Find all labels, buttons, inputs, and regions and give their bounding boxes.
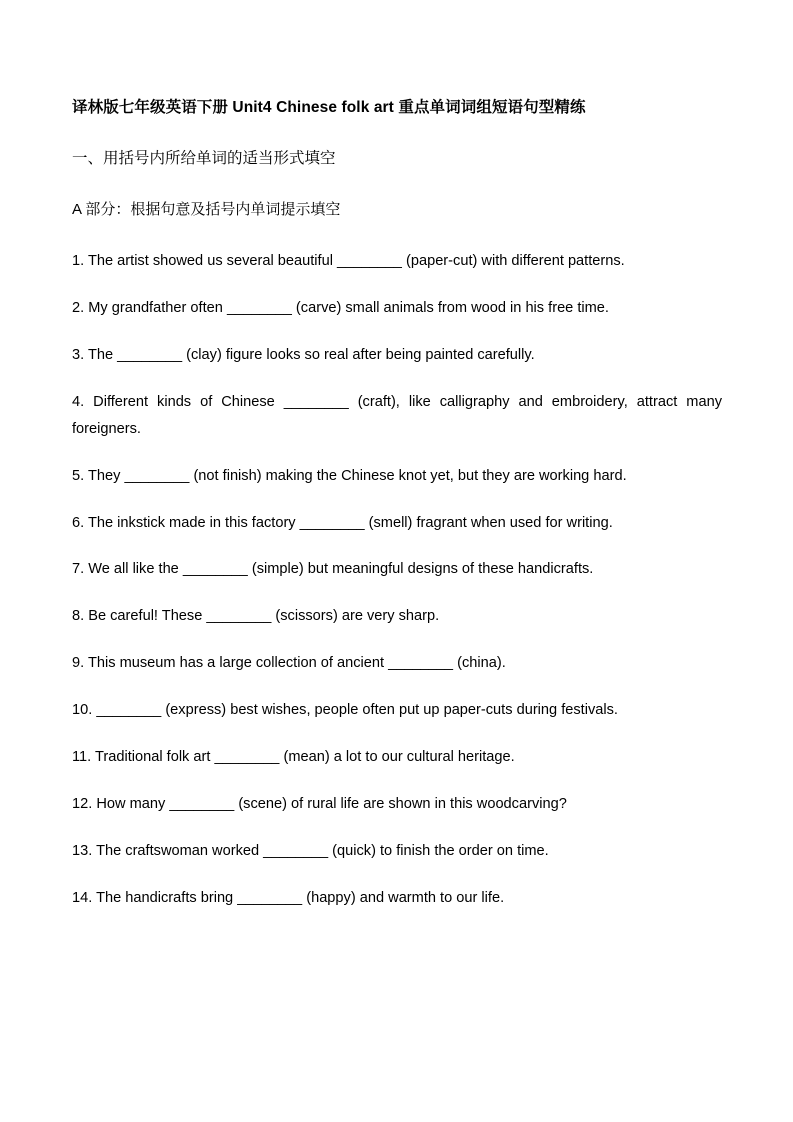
question-8: 8. Be careful! These ________ (scissors) are very sharp.: [72, 608, 440, 625]
question-5: 5. They ________ (not finish) making the Chinese knot yet, but they are working hard.: [72, 467, 627, 484]
question-1: 1. The artist showed us several beautiful ________ (paper-cut) with different patterns.: [72, 252, 625, 269]
question-7: 7. We all like the ________ (simple) but meaningful designs of these handicrafts.: [72, 561, 594, 578]
question-6: 6. The inkstick made in this factory ________ (smell) fragrant when used for writing.: [72, 514, 613, 531]
page-title: 译林版七年级英语下册 Unit4 Chinese folk art 重点单词词组短语句型精练: [72, 99, 586, 116]
question-11: 11. Traditional folk art ________ (mean) a lot to our cultural heritage.: [72, 749, 515, 766]
question-2: 2. My grandfather often ________ (carve) small animals from wood in his free time.: [72, 299, 609, 316]
question-3: 3. The ________ (clay) figure looks so real after being painted carefully.: [72, 346, 535, 363]
question-9: 9. This museum has a large collection of ancient ________ (china).: [72, 655, 506, 672]
document-body: [72, 96, 722, 932]
question-10: 10. ________ (express) best wishes, people often put up paper-cuts during festivals.: [72, 702, 618, 719]
question-4: 4. Different kinds of Chinese ________ (craft), like calligraphy and embroidery, attract many foreigners.: [72, 393, 722, 437]
section-heading: 一、用括号内所给单词的适当形式填空: [72, 149, 336, 167]
question-12: 12. How many ________ (scene) of rural life are shown in this woodcarving?: [72, 796, 567, 813]
sub-heading: A 部分：根据句意及括号内单词提示填空: [72, 200, 341, 218]
question-13: 13. The craftswoman worked ________ (quick) to finish the order on time.: [72, 843, 549, 860]
question-14: 14. The handicrafts bring ________ (happy) and warmth to our life.: [72, 890, 505, 907]
